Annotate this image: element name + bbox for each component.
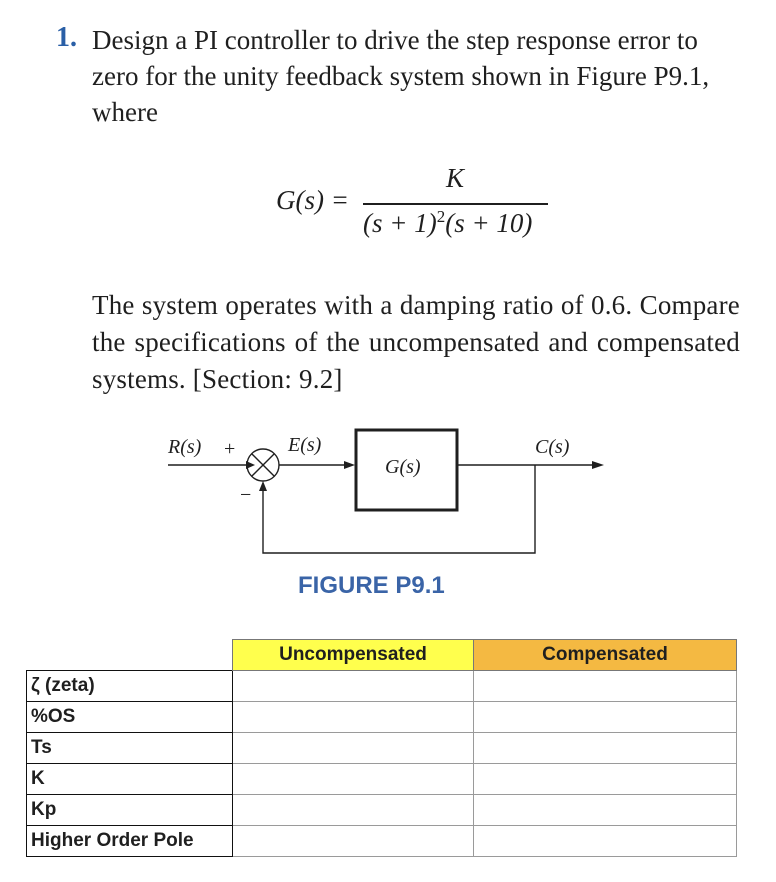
table-row xyxy=(27,764,737,795)
figure-caption: FIGURE P9.1 xyxy=(298,572,445,599)
cell-uncompensated-settling-time[interactable] xyxy=(233,733,474,764)
cell-uncompensated-overshoot[interactable] xyxy=(233,702,474,733)
fraction-bar xyxy=(363,203,548,205)
table-row xyxy=(27,702,737,733)
problem-number: 1. xyxy=(56,22,77,53)
output-arrowhead xyxy=(592,461,604,469)
denominator-part2: (s + 10) xyxy=(445,208,533,238)
denominator-exponent: 2 xyxy=(436,207,446,226)
cell-compensated-kp[interactable] xyxy=(474,795,737,826)
row-label-gain: K xyxy=(27,764,233,795)
denominator-part1: (s + 1) xyxy=(363,208,437,238)
cell-uncompensated-higher-order-pole[interactable] xyxy=(233,826,474,857)
cell-uncompensated-gain[interactable] xyxy=(233,764,474,795)
transfer-function-equation xyxy=(268,163,568,253)
table-row xyxy=(27,795,737,826)
table-row xyxy=(27,826,737,857)
input-arrowhead xyxy=(246,461,255,469)
cell-compensated-settling-time[interactable] xyxy=(474,733,737,764)
minus-sign: − xyxy=(240,484,252,506)
header-compensated: Compensated xyxy=(474,640,737,671)
row-label-higher-order-pole: Higher Order Pole xyxy=(27,826,233,857)
cell-compensated-zeta[interactable] xyxy=(474,671,737,702)
output-label: C(s) xyxy=(535,436,570,458)
error-arrowhead xyxy=(344,461,355,469)
cell-compensated-gain[interactable] xyxy=(474,764,737,795)
row-label-zeta: ζ (zeta) xyxy=(27,671,233,702)
row-label-settling-time: Ts xyxy=(27,733,233,764)
table-header-row xyxy=(27,640,737,671)
feedback-arrowhead xyxy=(259,481,267,491)
table-row xyxy=(27,671,737,702)
error-label: E(s) xyxy=(288,434,322,456)
block-label: G(s) xyxy=(385,456,421,478)
cell-uncompensated-kp[interactable] xyxy=(233,795,474,826)
block-diagram xyxy=(160,420,620,570)
row-label-overshoot: %OS xyxy=(27,702,233,733)
input-label: R(s) xyxy=(168,436,202,458)
plus-sign: + xyxy=(224,438,236,460)
equation-lhs: G(s) = xyxy=(276,185,349,215)
cell-compensated-overshoot[interactable] xyxy=(474,702,737,733)
cell-uncompensated-zeta[interactable] xyxy=(233,671,474,702)
equation-numerator: K xyxy=(446,163,465,193)
row-label-kp: Kp xyxy=(27,795,233,826)
header-blank-cell xyxy=(27,640,233,671)
equation-denominator xyxy=(363,207,553,239)
table-row xyxy=(27,733,737,764)
damping-ratio-paragraph: The system operates with a damping ratio of 0.6. Compare the specifications of the uncompensated and compensated systems. [Section: 9.2] xyxy=(92,290,740,394)
specifications-table xyxy=(26,639,737,857)
header-uncompensated: Uncompensated xyxy=(233,640,474,671)
cell-compensated-higher-order-pole[interactable] xyxy=(474,826,737,857)
problem-text: Design a PI controller to drive the step response error to zero for the unity feedback system shown in Figure P9.1, where xyxy=(92,25,710,127)
